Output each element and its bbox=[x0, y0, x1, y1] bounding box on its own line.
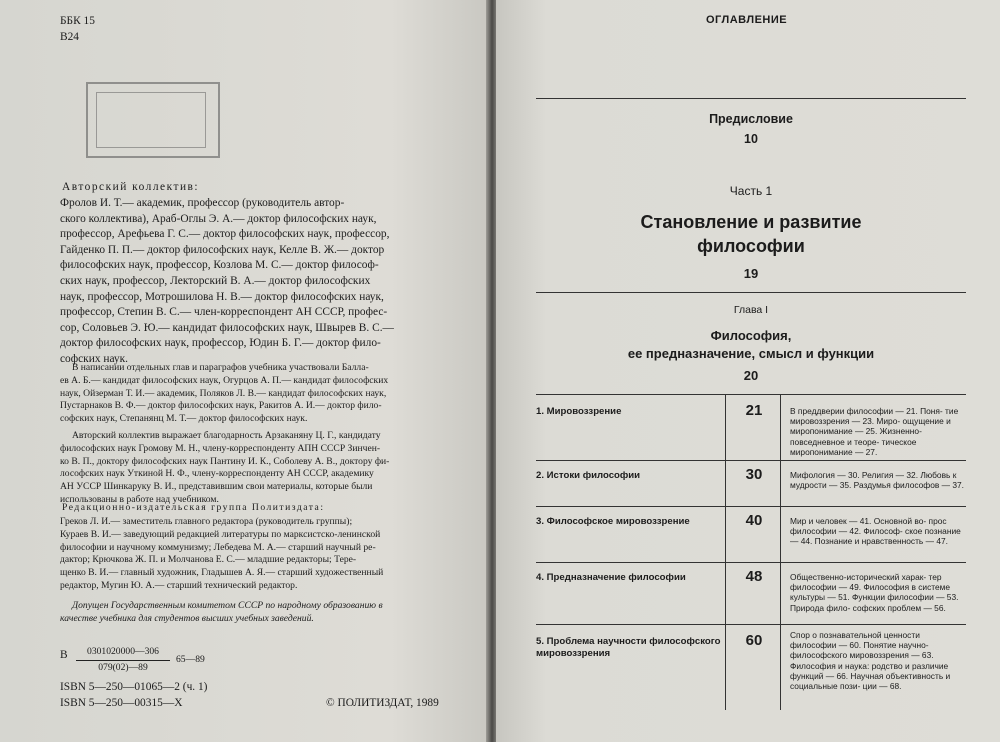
part-title-line2: философии bbox=[697, 236, 805, 256]
section-title: 1. Мировоззрение bbox=[536, 406, 622, 417]
copyright: © ПОЛИТИЗДАТ, 1989 bbox=[326, 697, 439, 709]
gratitude-line: использованы в работе над учебником. bbox=[60, 493, 219, 505]
authors-line: Фролов И. Т.— академик, профессор (руководитель автор- bbox=[60, 197, 345, 209]
authors-line: профессор, Арефьева Г. С.— доктор философских наук, профессор, bbox=[60, 228, 390, 241]
approval-line: качестве учебника для студентов высших учебных заведений. bbox=[60, 612, 314, 624]
section-title: 5. Проблема научности философского мировоззрения bbox=[536, 636, 721, 659]
part-title-line1: Становление и развитие bbox=[640, 212, 862, 232]
bbk-label: ББК 15 bbox=[60, 15, 95, 27]
editorial-line: щенко В. И.— главный художник, Гладышев А. Я.— старший художественный bbox=[60, 567, 384, 579]
index-letter: В bbox=[60, 649, 68, 661]
index-tail: 65—89 bbox=[176, 654, 205, 665]
approval-line: Допущен Государственным комитетом СССР по народному образованию в bbox=[72, 600, 383, 611]
preface-page: 10 bbox=[744, 132, 758, 146]
authors-line: ских наук, профессор, Лекторский В. А.— доктор философских bbox=[60, 274, 371, 287]
gratitude-line: АН УССР Шинкаруку В. И., представившим свои материалы, которые были bbox=[60, 481, 373, 493]
section-subtopics: Мир и человек — 41. Основной во- прос философии — 42. Философ- ское познание — 44. Познание и нравственность — 47. bbox=[790, 516, 961, 547]
authors-line: софских наук. bbox=[60, 352, 129, 365]
authors-line: ского коллектива), Араб-Оглы Э. А.— доктор философских наук, bbox=[60, 212, 377, 225]
toc-section-row bbox=[536, 464, 966, 504]
authors-line: наук, профессор, Мотрошилова Н. В.— доктор философских наук, bbox=[60, 290, 384, 303]
editorial-title: Редакционно-издательская группа Политиздата: bbox=[62, 502, 325, 513]
chapter-title-line2: ее предназначение, смысл и функции bbox=[627, 346, 875, 361]
section-subtopics: Мифология — 30. Религия — 32. Любовь к мудрости — 35. Раздумья философов — 37. bbox=[790, 470, 964, 491]
authors-line: философских наук, профессор, Козлова М. С.— доктор философ- bbox=[60, 259, 379, 272]
divider bbox=[536, 98, 966, 99]
participation-line: наук, Ойзерман Т. И.— академик, Поляков Л. В.— кандидат философских наук, bbox=[60, 387, 387, 399]
participation-line: Пустарнаков В. Ф.— доктор философских наук, Ракитов А. И.— доктор фило- bbox=[60, 400, 382, 412]
authors-line: сор, Соловьев Э. Ю.— кандидат философских наук, Швырев В. С.— bbox=[60, 321, 394, 334]
authors-line: профессор, Степин В. С.— член-корреспондент АН СССР, профес- bbox=[60, 306, 388, 319]
isbn-set: ISBN 5—250—00315—X bbox=[60, 697, 183, 709]
contents-title: ОГЛАВЛЕНИЕ bbox=[706, 14, 788, 26]
preface-title: Предисловие bbox=[709, 112, 793, 126]
section-page: 40 bbox=[745, 512, 763, 529]
divider bbox=[536, 394, 966, 395]
imprint-page bbox=[0, 0, 488, 742]
section-page: 48 bbox=[745, 568, 763, 585]
approval-note bbox=[60, 600, 480, 626]
section-title: 4. Предназначение философии bbox=[536, 572, 686, 583]
editorial-line: Греков Л. И.— заместитель главного редактора (руководитель группы); bbox=[60, 516, 353, 527]
toc-section-row bbox=[536, 510, 966, 560]
editorial-list bbox=[60, 516, 480, 593]
gratitude-line: лософских наук Уткиной Н. Ф., члену-корреспонденту АН СССР, академику bbox=[60, 468, 374, 480]
section-subtopics: В преддверии философии — 21. Поня- тие мировоззрения — 23. Миро- ощущение и миропонимание — 25. Жизненно-повседневное и теоре- тическое миропонимание — 27. bbox=[790, 406, 959, 457]
catalog-code: В24 bbox=[60, 31, 79, 43]
participation-note bbox=[60, 362, 480, 426]
participation-line: В написании отдельных глав и параграфов учебника участвовали Балла- bbox=[72, 362, 369, 373]
divider bbox=[536, 506, 966, 507]
editorial-line: философии и научному коммунизму; Лебедева М. А.— старший научный ре- bbox=[60, 541, 376, 553]
divider bbox=[536, 624, 966, 625]
gratitude-line: философских наук Громову М. Н., члену-корреспонденту АПН СССР Зинчен- bbox=[60, 442, 381, 454]
section-title: 2. Истоки философии bbox=[536, 470, 641, 481]
section-title: 3. Философское мировоззрение bbox=[536, 516, 690, 527]
editorial-line: редактор, Мугин Ю. А.— старший технический редактор. bbox=[60, 579, 298, 591]
toc-section-row bbox=[536, 628, 966, 708]
editorial-line: дактор; Крючкова Ж. П. и Молчанова Е. С.— младшие редакторы; Тере- bbox=[60, 554, 357, 566]
section-subtopics: Спор о познавательной ценности философии — 60. Понятие научно- философского мировоззрения — 63. Философия и наука: родство и различие функций — 66. Научная объективность и социальные пози- ции — 68. bbox=[790, 630, 951, 692]
gratitude-line: Авторский коллектив выражает благодарность Арзаканяну Ц. Г., кандидату bbox=[72, 430, 381, 441]
chapter-page: 20 bbox=[743, 368, 759, 383]
index-numerator: 0301020000—306 bbox=[87, 646, 159, 657]
collective-title: Авторский коллектив: bbox=[62, 181, 200, 193]
section-page: 30 bbox=[745, 466, 763, 483]
library-stamp bbox=[86, 82, 220, 158]
gratitude-note bbox=[60, 430, 480, 507]
section-page: 60 bbox=[745, 632, 763, 649]
chapter-label: Глава I bbox=[733, 304, 769, 316]
participation-line: софских наук, Степанянц М. Т.— доктор философских наук. bbox=[60, 413, 308, 425]
section-page: 21 bbox=[745, 402, 763, 419]
authors-list bbox=[60, 196, 480, 368]
part-page: 19 bbox=[743, 266, 759, 281]
section-subtopics: Общественно-исторический харак- тер философии — 49. Философия в системе культуры — 51. Функции философии — 53. Природа фило- софских проблем — 56. bbox=[790, 572, 959, 613]
authors-line: доктор философских наук, профессор, Юдин Б. Г.— доктор фило- bbox=[60, 337, 381, 350]
divider bbox=[536, 460, 966, 461]
index-denominator: 079(02)—89 bbox=[98, 661, 148, 673]
editorial-line: Кураев В. И.— заведующий редакцией литературы по марксистско-ленинской bbox=[60, 528, 381, 540]
divider bbox=[536, 562, 966, 563]
toc-section-row bbox=[536, 566, 966, 620]
authors-line: Гайденко П. П.— доктор философских наук, Келле В. Ж.— доктор bbox=[60, 243, 385, 256]
divider bbox=[536, 292, 966, 293]
participation-line: ев А. Б.— кандидат философских наук, Огурцов А. П.— кандидат философских bbox=[60, 374, 389, 386]
chapter-title-line1: Философия, bbox=[710, 328, 792, 343]
isbn-part1: ISBN 5—250—01065—2 (ч. 1) bbox=[60, 681, 208, 693]
toc-section-row bbox=[536, 400, 966, 458]
part-label: Часть 1 bbox=[729, 184, 773, 198]
gratitude-line: ко В. П., доктору философских наук Пантину И. К., Соболеву А. В., доктору фи- bbox=[60, 455, 390, 467]
index-fraction bbox=[76, 646, 170, 675]
